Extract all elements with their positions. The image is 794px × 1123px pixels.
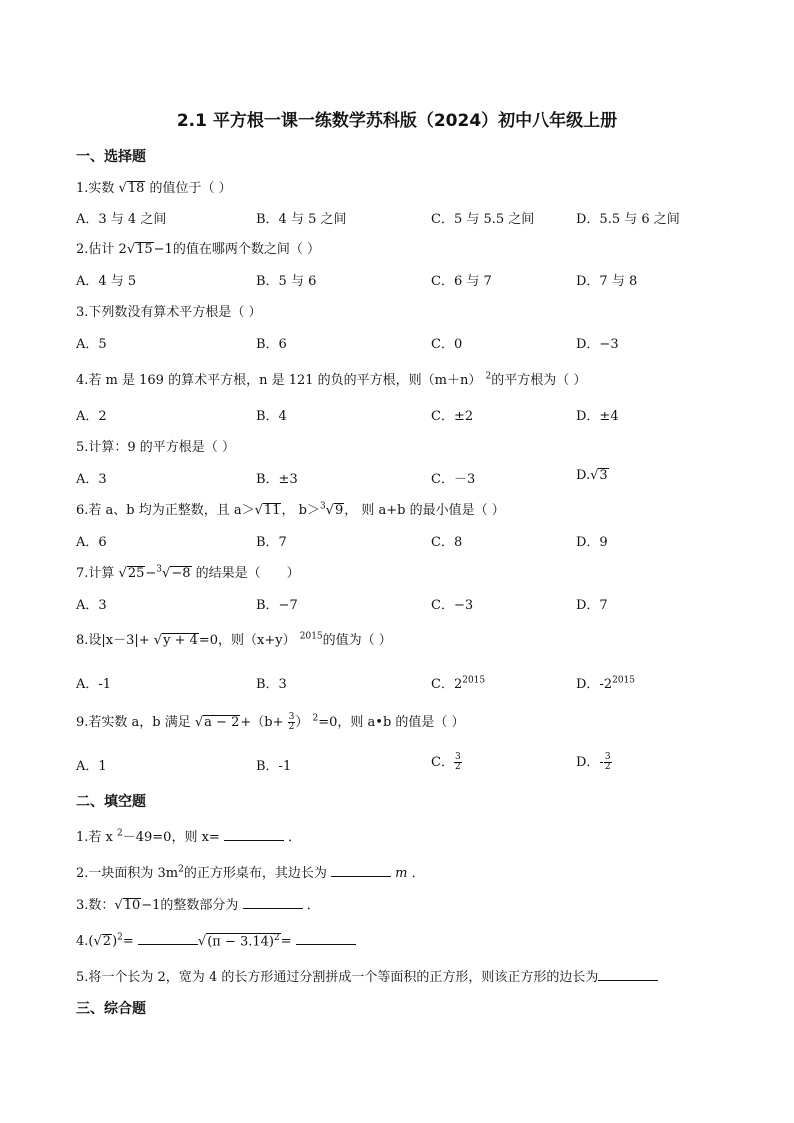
question-1: 1.实数 √18 的值位于（ ） [76, 181, 232, 196]
question-2: 2.估计 2√15−1的值在哪两个数之间（ ） [76, 242, 320, 257]
q1-option-a: A．3 与 4 之间 [76, 212, 167, 227]
q9-option-b: B．-1 [256, 759, 292, 774]
q8-option-d: D．$-2^{2015}$ [576, 675, 635, 692]
fill-question-4: $4.(√2)^2= √(\pi - 3.14)^2=$ [76, 932, 356, 949]
q7-option-c: C．−3 [431, 598, 474, 613]
q4-option-c: C．±2 [431, 409, 474, 424]
q1-option-d: D．5.5 与 6 之间 [576, 212, 680, 227]
answer-blank[interactable] [331, 864, 391, 877]
q9-option-c: C． $\frac{3}{2}$ [431, 752, 461, 772]
section-comprehensive: 三、综合题 [76, 1001, 146, 1017]
q3-option-b: B．6 [256, 337, 287, 352]
q1-option-c: C．5 与 5.5 之间 [431, 212, 535, 227]
answer-blank[interactable] [243, 896, 303, 909]
q5-option-c: C．－3 [431, 472, 476, 487]
q7-option-a: A．3 [76, 598, 107, 613]
q2-option-a: A．4 与 5 [76, 274, 137, 289]
page-title: 2.1 平方根一课一练数学苏科版（2024）初中八年级上册 [176, 111, 618, 131]
q4-option-d: D．±4 [576, 409, 619, 424]
q9-option-d: D．- $\frac{3}{2}$ [576, 752, 611, 772]
q5-option-b: B．±3 [256, 472, 298, 487]
q8-option-a: A．-1 [76, 677, 112, 692]
answer-blank[interactable] [598, 968, 658, 981]
q8-option-b: B．3 [256, 677, 287, 692]
q6-option-c: C．8 [431, 535, 463, 550]
section-fill: 二、填空题 [76, 794, 146, 810]
q2-option-d: D．7 与 8 [576, 274, 638, 289]
section-choice: 一、选择题 [76, 149, 146, 165]
answer-blank[interactable] [224, 828, 284, 841]
question-6: 6.若 a、b 均为正整数，且 a＞√11， b＞$^3$√9， 则 a+b 的最小值是（ ） [76, 501, 505, 518]
q9-option-a: A．1 [76, 759, 107, 774]
q5-option-a: A．3 [76, 472, 107, 487]
fill-question-5: 5.将一个长为 2，宽为 4 的长方形通过分割拼成一个等面积的正方形，则该正方形的边长为 [76, 966, 658, 985]
q4-option-b: B．4 [256, 409, 287, 424]
q6-option-d: D．9 [576, 535, 608, 550]
q8-option-c: C．$2^{2015}$ [431, 675, 486, 692]
q5-option-d: D.√3 [576, 468, 608, 483]
q6-option-b: B．7 [256, 535, 287, 550]
q2-option-c: C．6 与 7 [431, 274, 492, 289]
question-3: 3.下列数没有算术平方根是（ ） [76, 305, 262, 320]
q3-option-d: D．−3 [576, 337, 619, 352]
q7-option-d: D．7 [576, 598, 608, 613]
question-7: 7.计算 √25−$^3$√−8 的结果是（ ） [76, 564, 300, 581]
q6-option-a: A．6 [76, 535, 107, 550]
answer-blank[interactable] [296, 932, 356, 945]
question-4: 4.若 m 是 169 的算术平方根，n 是 121 的负的平方根，则（m＋n） $^2$的平方根为（ ） [76, 371, 587, 388]
answer-blank[interactable] [138, 932, 198, 945]
q2-option-b: B．5 与 6 [256, 274, 317, 289]
question-9: 9.若实数 a，b 满足 √a − 2+（b+ $\frac{3}{2}$ ） $^2$=0，则 a•b 的值是（ ） [76, 712, 465, 732]
question-5: 5.计算：9 的平方根是（ ） [76, 440, 235, 455]
q3-option-a: A．5 [76, 337, 107, 352]
q7-option-b: B．−7 [256, 598, 298, 613]
q3-option-c: C．0 [431, 337, 463, 352]
q1-option-b: B．4 与 5 之间 [256, 212, 347, 227]
fill-question-1: 1.若 x $^2$－49=0，则 x= ． [76, 828, 302, 845]
q4-option-a: A．2 [76, 409, 107, 424]
fill-question-2: 2.一块面积为 $3m^2$的正方形桌布，其边长为 m ． [76, 864, 425, 881]
question-8: 8.设|x－3|+ √y + 4=0，则（x+y） $^{2015}$的值为（ ） [76, 631, 392, 648]
fill-question-3: 3.数：√10−1的整数部分为 ． [76, 898, 320, 913]
